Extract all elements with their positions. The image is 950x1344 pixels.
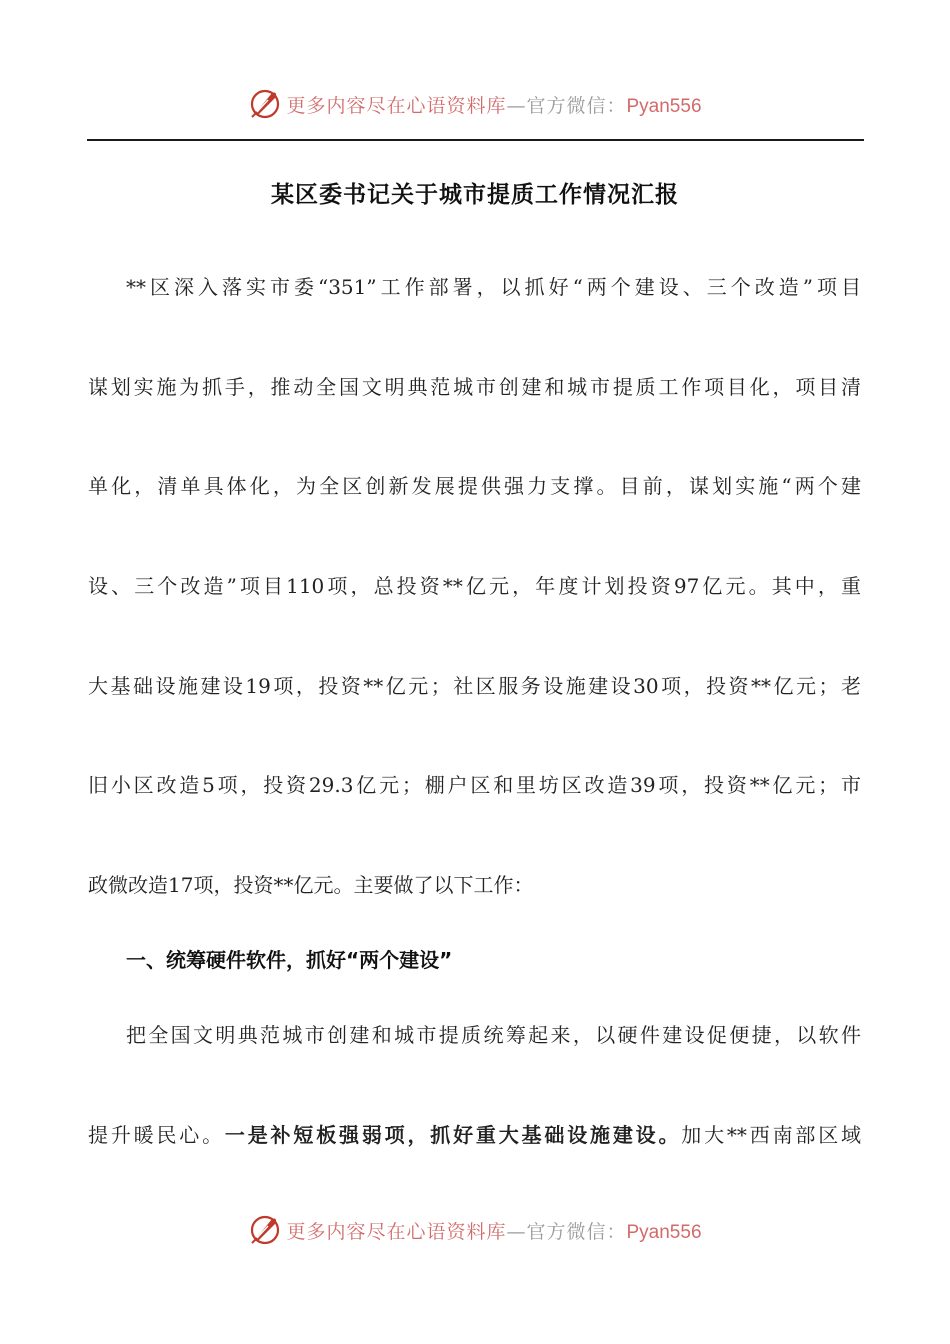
- header-banner-main: 更多内容尽在心语资料库: [286, 94, 507, 117]
- paragraph-1-line-4: 设、三个改造”项目110项，总投资**亿元，年度计划投资97亿元。其中，重: [88, 574, 861, 598]
- quill-logo-icon: [248, 87, 282, 121]
- paragraph-1-line-3: 单化，清单具体化，为全区创新发展提供强力支撑。目前，谋划实施“两个建: [88, 474, 861, 498]
- paragraph-2-line-1: 把全国文明典范城市创建和城市提质统筹起来，以硬件建设促便捷，以软件: [126, 1023, 861, 1047]
- header-banner-wechat-id: Pyan556: [626, 95, 702, 117]
- footer-banner-wechat-label: —官方微信：: [506, 1220, 627, 1243]
- paragraph-1-line-1: **区深入落实市委“351”工作部署，以抓好“两个建设、三个改造”项目: [126, 275, 861, 299]
- header-banner-wechat-label: —官方微信：: [506, 94, 627, 117]
- footer-banner: [0, 1210, 950, 1250]
- paragraph-2-line-2: [88, 1120, 861, 1150]
- footer-banner-main: 更多内容尽在心语资料库: [286, 1220, 507, 1243]
- paragraph-1-line-5: 大基础设施建设19项，投资**亿元；社区服务设施建设30项，投资**亿元；老: [88, 674, 861, 698]
- paragraph-2-line-2-start: 提升暖民心。: [88, 1123, 225, 1147]
- footer-banner-wechat-id: Pyan556: [626, 1221, 702, 1243]
- section-1-heading: 一、统筹硬件软件，抓好“两个建设”: [126, 948, 453, 972]
- header-banner: [0, 84, 950, 124]
- paragraph-1-line-7: 政微改造17项，投资**亿元。主要做了以下工作：: [88, 873, 534, 897]
- paragraph-2-line-2-end: 加大**西南部区域: [681, 1123, 862, 1147]
- paragraph-1-line-2: 谋划实施为抓手，推动全国文明典范城市创建和城市提质工作项目化，项目清: [88, 375, 861, 399]
- document-title: 某区委书记关于城市提质工作情况汇报: [271, 182, 679, 208]
- quill-logo-icon: [248, 1213, 282, 1247]
- header-divider: [87, 139, 864, 141]
- paragraph-2-bold-point: 一是补短板强弱项，抓好重大基础设施建设。: [224, 1123, 682, 1147]
- header-banner-text: [286, 91, 701, 118]
- paragraph-1-line-6: 旧小区改造5项，投资29.3亿元；棚户区和里坊区改造39项，投资**亿元；市: [88, 773, 861, 797]
- footer-banner-text: [286, 1217, 701, 1244]
